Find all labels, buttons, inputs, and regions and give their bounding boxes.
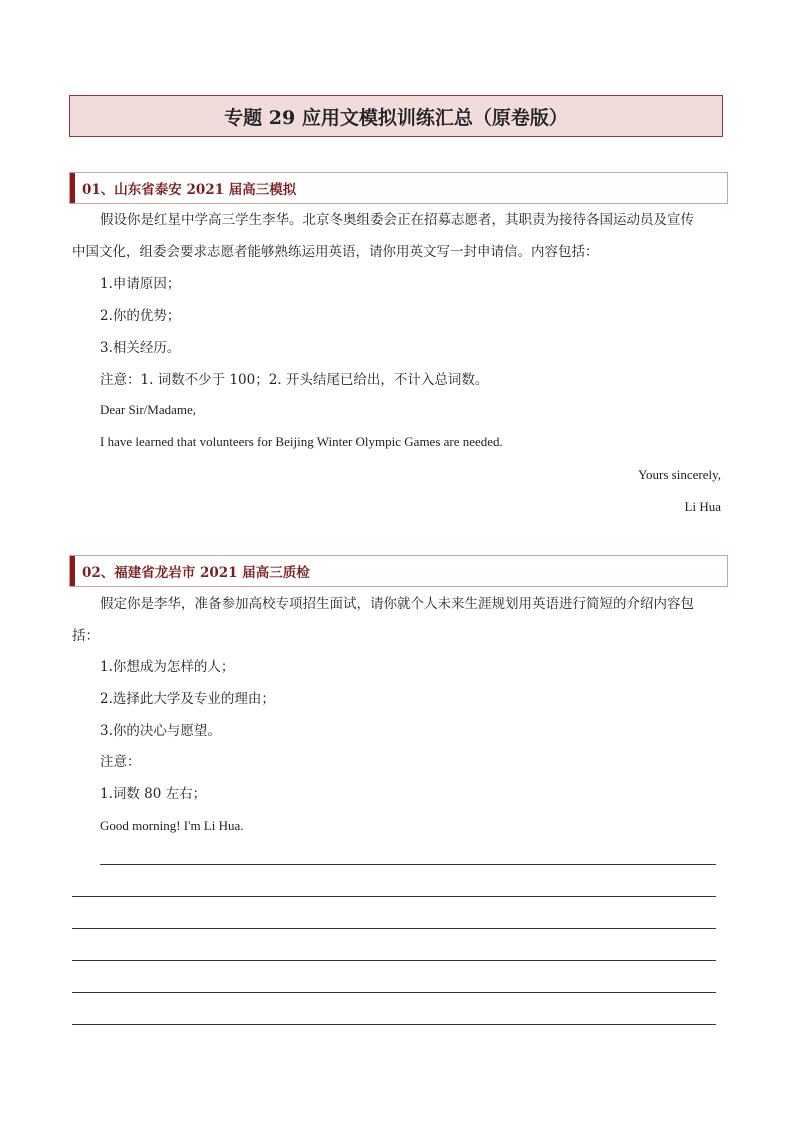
- list-item: 3.你的决心与愿望。: [100, 723, 221, 739]
- answer-line: [72, 1024, 716, 1025]
- opening-sentence: I have learned that volunteers for Beijing Winter Olympic Games are needed.: [100, 434, 503, 449]
- note-item: 1.词数 80 左右；: [100, 786, 207, 802]
- list-item: 2.你的优势；: [100, 308, 181, 324]
- page-title: 专题 29 应用文模拟训练汇总（原卷版）: [69, 95, 723, 137]
- prompt-line: 假设你是红星中学高三学生李华。北京冬奥组委会正在招募志愿者，其职责为接待各国运动员及宣传: [100, 212, 694, 228]
- section-heading-2: [69, 555, 728, 587]
- note: 注意：1. 词数不少于 100；2. 开头结尾已给出，不计入总词数。: [100, 372, 489, 388]
- closing: Yours sincerely,: [637, 467, 721, 482]
- list-item: 2.选择此大学及专业的理由；: [100, 691, 275, 707]
- answer-line: [72, 960, 716, 961]
- answer-line: [72, 896, 716, 897]
- list-item: 3.相关经历。: [100, 340, 181, 356]
- signature: Li Hua: [684, 499, 721, 514]
- prompt-line: 假定你是李华，准备参加高校专项招生面试，请你就个人未来生涯规划用英语进行简短的介绍内容包: [100, 596, 694, 612]
- opening-sentence: Good morning! I'm Li Hua.: [100, 818, 244, 833]
- answer-line: [100, 864, 716, 865]
- list-item: 1.你想成为怎样的人；: [100, 659, 235, 675]
- section-heading-text: 01、山东省泰安 2021 届高三模拟: [82, 182, 297, 198]
- section-heading-text: 02、福建省龙岩市 2021 届高三质检: [82, 565, 310, 581]
- answer-line: [72, 992, 716, 993]
- section-heading-1: [69, 172, 728, 204]
- prompt-line: 中国文化，组委会要求志愿者能够熟练运用英语，请你用英文写一封申请信。内容包括：: [72, 244, 599, 260]
- prompt-line: 括：: [72, 628, 99, 644]
- answer-line: [72, 928, 716, 929]
- salutation: Dear Sir/Madame,: [100, 402, 197, 417]
- list-item: 1.申请原因；: [100, 276, 181, 292]
- note: 注意：: [100, 754, 141, 770]
